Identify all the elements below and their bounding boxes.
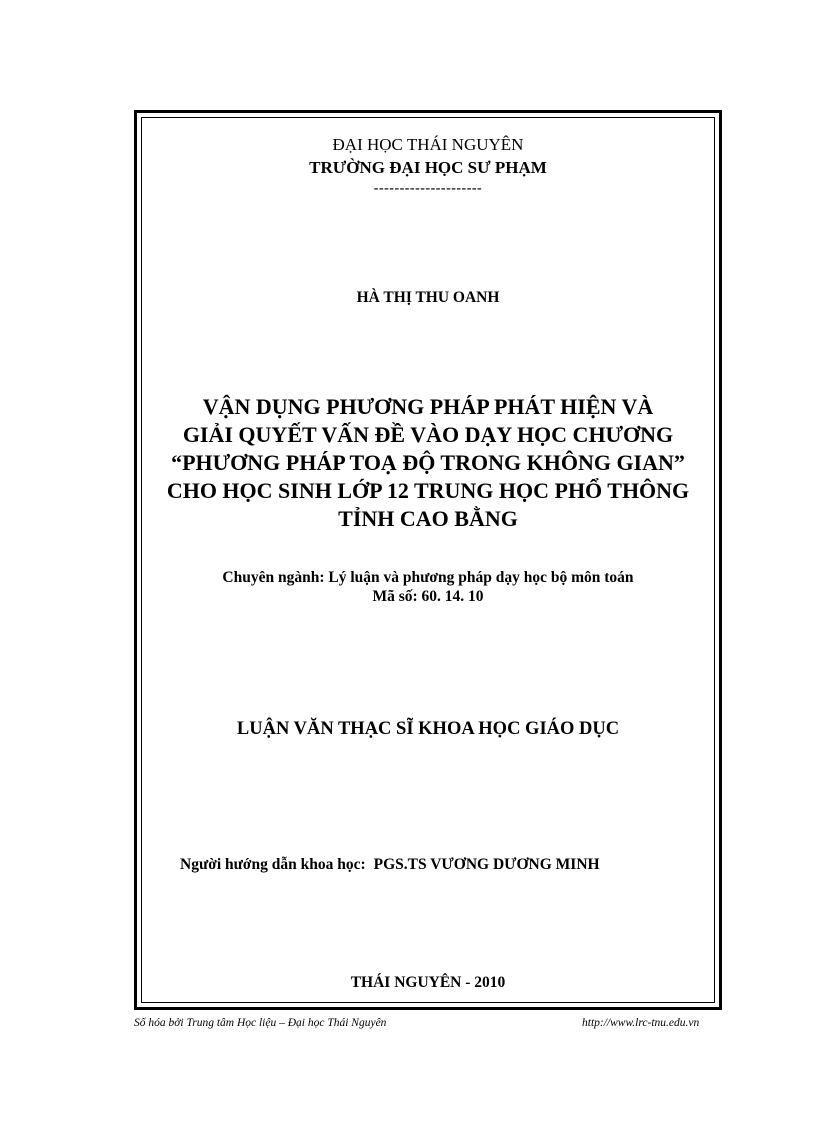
author-name: HÀ THỊ THU OANH (356, 289, 500, 306)
university-name: ĐẠI HỌC THÁI NGUYÊN (332, 135, 524, 154)
school-name: TRƯỜNG ĐẠI HỌC SƯ PHẠM (309, 158, 547, 177)
title-line: CHO HỌC SINH LỚP 12 TRUNG HỌC PHỔ THÔNG (166, 478, 690, 503)
major-code: Mã số: 60. 14. 10 (372, 588, 484, 605)
title-line: “PHƯƠNG PHÁP TOẠ ĐỘ TRONG KHÔNG GIAN” (171, 450, 685, 475)
major-info (142, 568, 714, 606)
title-line: TỈNH CAO BẰNG (338, 506, 518, 531)
thesis-type: LUẬN VĂN THẠC SĨ KHOA HỌC GIÁO DỤC (236, 719, 620, 739)
title-line: VẬN DỤNG PHƯƠNG PHÁP PHÁT HIỆN VÀ (202, 394, 654, 419)
supervisor-line (180, 856, 600, 874)
thesis-title (142, 393, 714, 533)
place-year: THÁI NGUYÊN - 2010 (350, 974, 506, 991)
supervisor-name: PGS.TS VƯƠNG DƯƠNG MINH (373, 856, 600, 873)
specialization: Chuyên ngành: Lý luận và phương pháp dạy học bộ môn toán (222, 569, 634, 586)
cover-frame (134, 110, 722, 1010)
title-line: GIẢI QUYẾT VẤN ĐỀ VÀO DẠY HỌC CHƯƠNG (182, 422, 674, 447)
cover-inner-frame (141, 117, 715, 1003)
supervisor-label: Người hướng dẫn khoa học: (180, 856, 366, 873)
footer-url[interactable]: http://www.lrc-tnu.edu.vn (582, 1017, 700, 1029)
footer-digitized-by: Số hóa bởi Trung tâm Học liệu – Đại học Thái Nguyên (134, 1017, 387, 1029)
header-divider: --------------------- (373, 181, 483, 196)
